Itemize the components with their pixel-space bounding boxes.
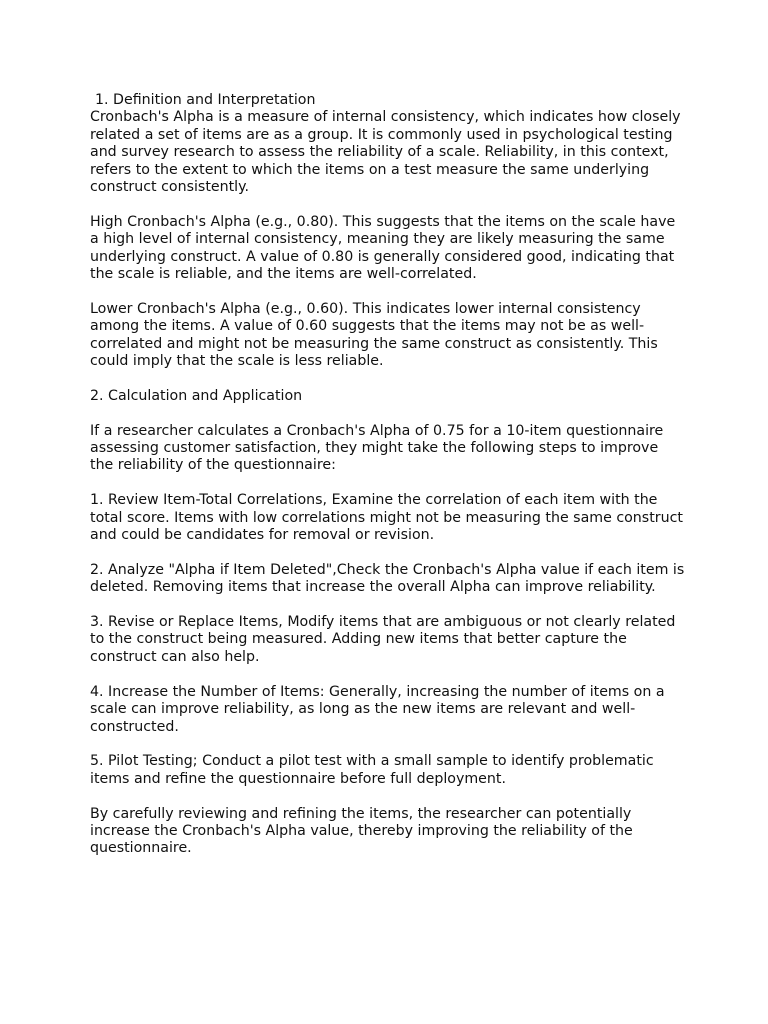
spacer	[90, 283, 685, 300]
scenario-paragraph: If a researcher calculates a Cronbach's Alpha of 0.75 for a 10-item questionnaire assessing customer satisfaction, they might take the following steps to improve the reliability of the questionnaire:	[90, 422, 664, 474]
step-4-paragraph: 4. Increase the Number of Items: Generally, increasing the number of items on a scale can improve reliability, as long as the new items are relevant and well-constructed.	[90, 683, 665, 735]
step-2-paragraph: 2. Analyze "Alpha if Item Deleted",Check the Cronbach's Alpha value if each item is deleted. Removing items that increase the overall Alpha can improve reliability.	[90, 561, 685, 596]
spacer	[90, 736, 685, 753]
spacer	[90, 544, 685, 561]
spacer	[90, 370, 685, 387]
section-1-heading: 1. Definition and Interpretation	[95, 92, 316, 108]
section-2-heading: 2. Calculation and Application	[90, 387, 303, 404]
spacer	[90, 597, 685, 614]
spacer	[90, 405, 685, 422]
spacer	[90, 788, 685, 805]
conclusion-paragraph: By carefully reviewing and refining the items, the researcher can potentially increase the Cronbach's Alpha value, thereby improving the reliability of the questionnaire.	[90, 805, 633, 857]
intro-paragraph: Cronbach's Alpha is a measure of internal consistency, which indicates how closely related a set of items are as a group. It is commonly used in psychological testing and survey research to assess the reliability of a scale. Reliability, in this context, refers to the extent to which the items on a test measure the same underlying construct consistently.	[90, 109, 681, 196]
spacer	[90, 475, 685, 492]
spacer	[90, 196, 685, 213]
high-alpha-paragraph: High Cronbach's Alpha (e.g., 0.80). This suggests that the items on the scale have a high level of internal consistency, meaning they are likely measuring the same underlying construct. A value of 0.80 is generally considered good, indicating that the scale is reliable, and the items are well-correlated.	[90, 213, 676, 283]
spacer	[90, 666, 685, 683]
lower-alpha-paragraph: Lower Cronbach's Alpha (e.g., 0.60). This indicates lower internal consistency among the items. A value of 0.60 suggests that the items may not be as well-correlated and might not be measuring the same construct as consistently. This could imply that the scale is less reliable.	[90, 300, 658, 370]
step-5-paragraph: 5. Pilot Testing; Conduct a pilot test with a small sample to identify problematic items and refine the questionnaire before full deployment.	[90, 753, 654, 787]
step-1-paragraph: 1. Review Item-Total Correlations, Examine the correlation of each item with the total score. Items with low correlations might not be measuring the same construct and could be candidates for removal or revision.	[90, 492, 683, 544]
document-page	[90, 92, 685, 858]
step-3-paragraph: 3. Revise or Replace Items, Modify items that are ambiguous or not clearly related to the construct being measured. Adding new items that better capture the construct can also help.	[90, 614, 676, 665]
